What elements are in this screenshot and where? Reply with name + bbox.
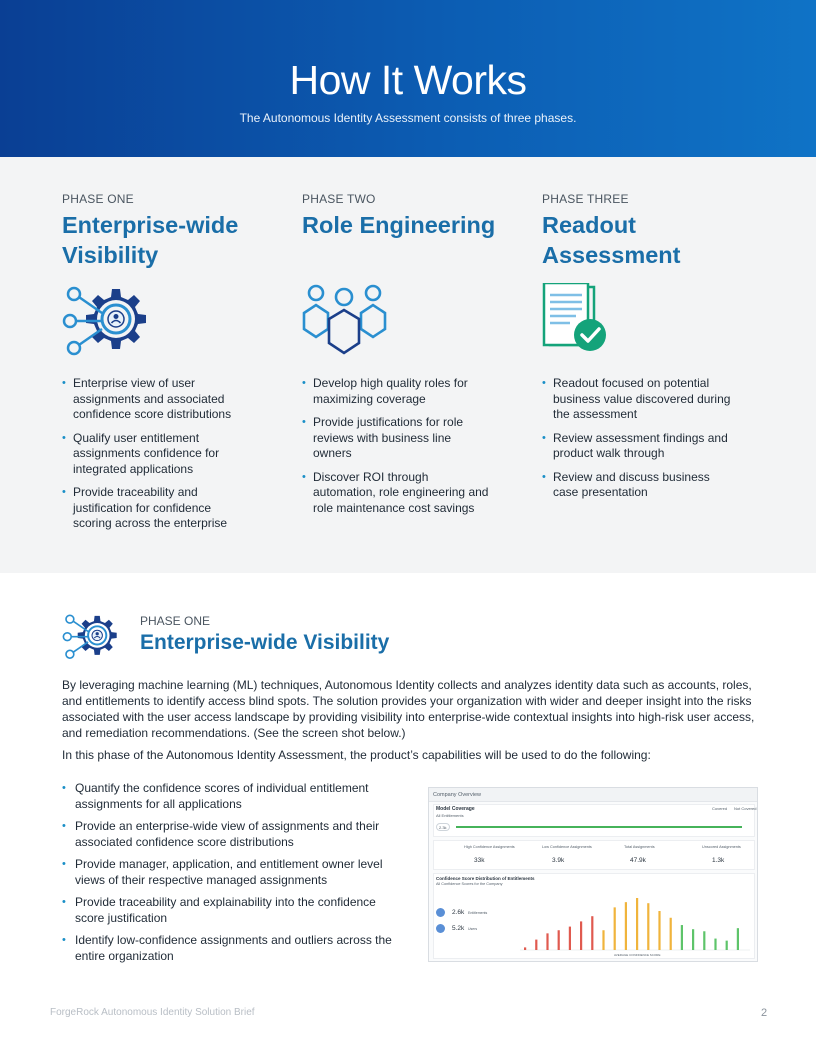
- chart-bar: [647, 903, 649, 950]
- stat-value: 47.9k: [630, 857, 646, 864]
- page-number: 2: [761, 1007, 768, 1019]
- users-icon: [436, 924, 445, 933]
- coverage-progress-bar: [456, 826, 742, 828]
- chart-bar: [714, 939, 716, 950]
- chart-bar: [636, 898, 638, 950]
- coverage-label: Model Coverage: [436, 806, 475, 812]
- page-subtitle: The Autonomous Identity Assessment consists of three phases.: [239, 111, 577, 125]
- stat-label: Low Confidence Assignments: [542, 845, 592, 849]
- stat-value: 33k: [474, 857, 485, 864]
- chart-bar: [703, 931, 705, 950]
- distribution-panel: [433, 873, 755, 959]
- chart-bar: [681, 925, 683, 950]
- list-item: • Identify low-confidence assignments and outliers across the entire organization: [62, 933, 402, 964]
- chart-bar: [569, 927, 571, 950]
- side-stat-label: Users: [468, 927, 478, 931]
- body-paragraph: In this phase of the Autonomous Identity Assessment, the product’s capabilities will be used to do the following:: [62, 748, 651, 762]
- list-item: • Readout focused on potential business value discovered during the assessment: [542, 376, 732, 423]
- legend-covered: Covered: [712, 806, 728, 811]
- gear-network-icon: [62, 612, 122, 669]
- phase-bullet-list: [302, 376, 492, 524]
- list-item: • Provide manager, application, and entitlement owner level views of their respective managed assignments: [62, 857, 402, 888]
- list-item: • Review assessment findings and product walk through: [542, 431, 732, 462]
- distribution-xlabel: AVERAGE CONFIDENCE SCORE: [614, 953, 661, 957]
- entitlements-icon: [436, 908, 445, 917]
- coverage-pill: [436, 823, 450, 831]
- section-heading: Enterprise-wide Visibility: [140, 631, 390, 654]
- list-item: • Provide traceability and explainability into the confidence score justification: [62, 895, 402, 926]
- document-check-icon: [542, 283, 622, 368]
- product-screenshot: [428, 787, 758, 962]
- chart-bar: [546, 933, 548, 950]
- phase-kicker: PHASE ONE: [62, 192, 134, 206]
- side-stat-value: 5.2k: [452, 925, 465, 932]
- list-item: • Review and discuss business case presentation: [542, 470, 732, 501]
- phase-kicker: PHASE THREE: [542, 192, 629, 206]
- people-group-icon: [302, 283, 392, 364]
- screenshot-title: Company Overview: [433, 792, 481, 798]
- coverage-pill-label: 2.3k: [439, 825, 447, 830]
- chart-bar: [692, 929, 694, 950]
- chart-bar: [558, 930, 560, 950]
- list-item: • Provide justifications for role reviews with business line owners: [302, 415, 492, 462]
- stat-label: Unscored Assignments: [702, 845, 741, 849]
- chart-bar: [737, 928, 739, 950]
- list-item: • Provide traceability and justification for confidence scoring across the enterprise: [62, 485, 252, 532]
- list-item: • Quantify the confidence scores of individual entitlement assignments for all applications: [62, 781, 402, 812]
- stats-panel: [433, 840, 755, 870]
- page-title: How It Works: [289, 57, 527, 103]
- stat-label: High Confidence Assignments: [464, 845, 515, 849]
- distribution-bar-chart: [514, 888, 754, 958]
- phase-bullet-list: [542, 376, 732, 509]
- chart-bar: [524, 947, 526, 950]
- coverage-sub: All Entitlements: [436, 813, 464, 818]
- list-item: • Provide an enterprise-wide view of assignments and their associated confidence score distributions: [62, 819, 402, 850]
- chart-bar: [591, 916, 593, 950]
- phase-kicker: PHASE TWO: [302, 192, 376, 206]
- footer-title: ForgeRock Autonomous Identity Solution Brief: [50, 1007, 255, 1018]
- list-item: • Develop high quality roles for maximizing coverage: [302, 376, 492, 407]
- chart-bar: [726, 941, 728, 950]
- chart-bar: [535, 940, 537, 950]
- chart-bar: [670, 918, 672, 950]
- chart-bar: [602, 930, 604, 950]
- phase-heading: Role Engineering: [302, 212, 496, 238]
- phase-heading: Readout Assessment: [542, 212, 681, 268]
- phase-heading: Enterprise-wide Visibility: [62, 212, 239, 268]
- coverage-panel: [433, 804, 755, 837]
- legend-not-covered: Not Covered: [734, 806, 757, 811]
- distribution-sub: All Confidence Scores for the Company: [436, 882, 503, 886]
- distribution-title: Confidence Score Distribution of Entitlements: [436, 876, 535, 881]
- chart-bar: [614, 907, 616, 950]
- list-item: • Enterprise view of user assignments and associated confidence score distributions: [62, 376, 252, 423]
- list-item: • Qualify user entitlement assignments confidence for integrated applications: [62, 431, 252, 478]
- stat-label: Total Assignments: [624, 845, 655, 849]
- side-stat-label: Entitlements: [468, 911, 488, 915]
- section-kicker: PHASE ONE: [140, 614, 211, 628]
- chart-bar: [580, 921, 582, 950]
- hero-banner: [0, 0, 816, 157]
- body-paragraph: By leveraging machine learning (ML) techniques, Autonomous Identity collects and analyzes identity data such as accounts, roles, and entitlements to identify access blind spots. The solution provides your organization with wider and deeper insight into the risks associated with the user access landscape by providing visibility into enterprise-wide contextual insights into high-risk user access, and remediation recommendations. (See the screen shot below.): [62, 678, 755, 740]
- phase-bullet-list: [62, 376, 252, 540]
- stat-value: 1.3k: [712, 857, 725, 864]
- capabilities-list: [62, 781, 402, 971]
- chart-bar: [658, 911, 660, 950]
- gear-network-icon: [62, 283, 154, 368]
- phases-section: [0, 157, 816, 573]
- chart-bar: [625, 902, 627, 950]
- stat-value: 3.9k: [552, 857, 565, 864]
- side-stat-value: 2.6k: [452, 909, 465, 916]
- list-item: • Discover ROI through automation, role engineering and role maintenance cost savings: [302, 470, 492, 517]
